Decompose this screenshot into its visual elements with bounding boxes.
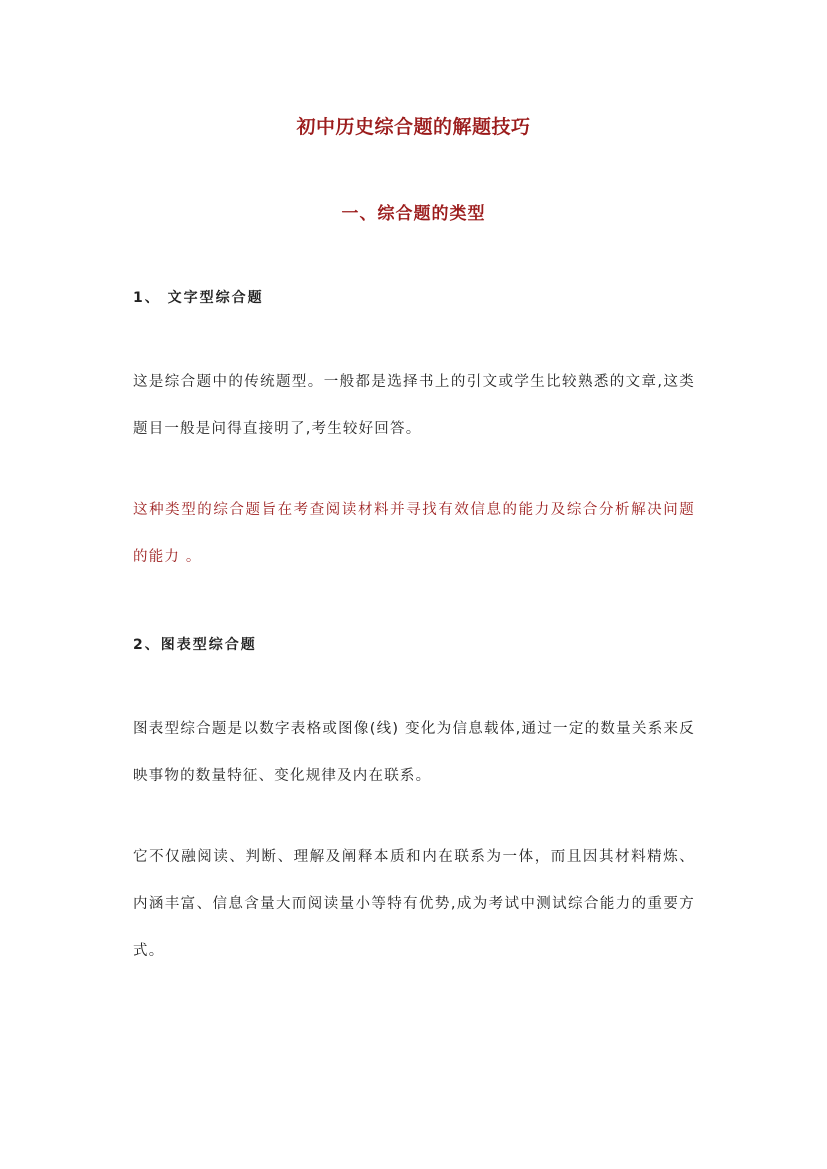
- paragraph: 图表型综合题是以数字表格或图像(线) 变化为信息载体,通过一定的数量关系来反映事物的数量特征、变化规律及内在联系。: [133, 721, 695, 784]
- subheading-text-type: 1、 文字型综合题: [133, 290, 264, 306]
- page-title: 初中历史综合题的解题技巧: [296, 116, 531, 138]
- paragraph: 这是综合题中的传统题型。一般都是选择书上的引文或学生比较熟悉的文章,这类题目一般是问得直接明了,考生较好回答。: [133, 374, 695, 437]
- paragraph: 它不仅融阅读、判断、理解及阐释本质和内在联系为一体，而且因其材料精炼、内涵丰富、信息含量大而阅读量小等特有优势,成为考试中测试综合能力的重要方式。: [133, 849, 695, 959]
- highlighted-paragraph: 这种类型的综合题旨在考查阅读材料并寻找有效信息的能力及综合分析解决问题的能力 。: [133, 502, 695, 565]
- subheading-chart-type: 2、图表型综合题: [133, 637, 257, 653]
- section-heading: 一、综合题的类型: [341, 204, 486, 224]
